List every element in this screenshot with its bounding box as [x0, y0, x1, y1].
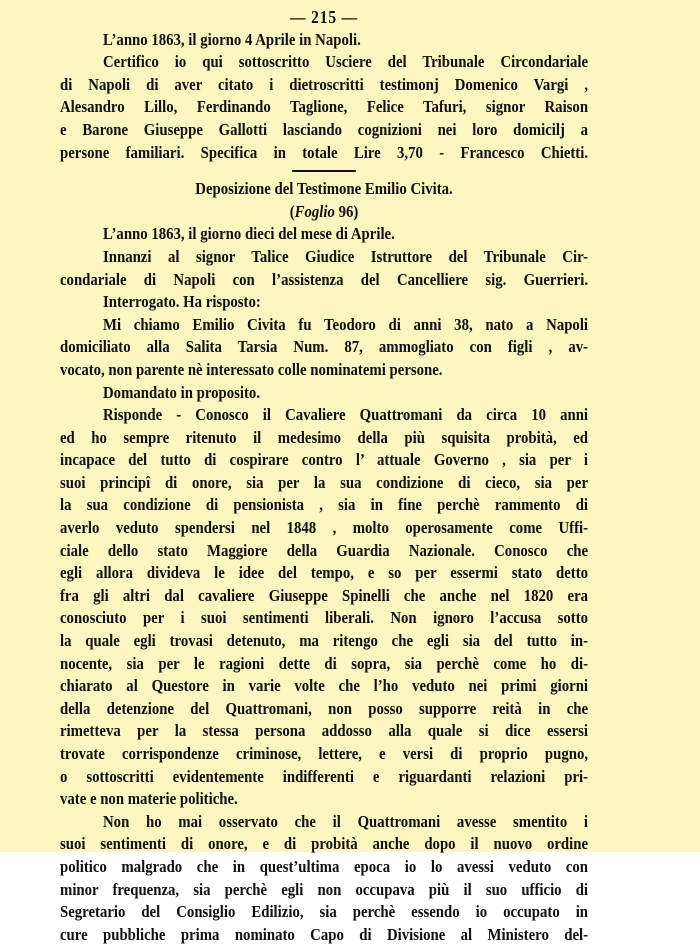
folio-reference: (Foglio 96) [289, 201, 359, 221]
deposition-line: Risponde - Conosco il Cavaliere Quattromani da circa 10 anni [103, 405, 589, 425]
deposition-body [60, 223, 588, 946]
deposition-line: minor frequenza, sia perchè egli non occupava più il suo ufficio di [60, 879, 589, 899]
page-text [60, 6, 588, 946]
deposition-line: nocente, sia per le ragioni dette di sopra, sia perchè come ho di- [60, 653, 589, 673]
certificate-block [60, 29, 588, 165]
deposition-line: Domandato in proposito. [103, 382, 261, 402]
deposition-line: o sottoscritti evidentemente indifferenti e riguardanti relazioni pri- [60, 766, 589, 786]
deposition-line: chiarato al Questore in varie volte che l’ho veduto nei primi giorni [60, 676, 589, 696]
deposition-line: Innanzi al signor Talice Giudice Istruttore del Tribunale Cir- [103, 246, 589, 266]
deposition-title: Deposizione del Testimone Emilio Civita. [195, 179, 453, 199]
certificate-line: e Barone Giuseppe Gallotti lasciando cognizioni nei loro domicilj a [60, 119, 589, 139]
certificate-line: Certifico io qui sottoscritto Usciere del Tribunale Circondariale [103, 52, 589, 72]
certificate-line: persone familiari. Specifica in totale Lire 3,70 - Francesco Chietti. [60, 142, 589, 162]
deposition-line: suoi principî di onore, sia per la sua condizione di cieco, sia per [60, 472, 589, 492]
deposition-line: averlo veduto spendersi nel 1848 , molto operosamente come Uffi- [60, 518, 589, 538]
deposition-line: Interrogato. Ha risposto: [103, 292, 261, 312]
deposition-line: della detenzione del Quattromani, non posso supporre reità in che [60, 698, 589, 718]
deposition-line: incapace del tutto di cospirare contro l’ attuale Governo , sia per i [60, 450, 589, 470]
deposition-line: trovate corrispondenze criminose, lettere, e versi di proprio pugno, [60, 744, 589, 763]
deposition-line: vate e non materie politiche. [60, 789, 238, 809]
deposition-line: Mi chiamo Emilio Civita fu Teodoro di anni 38, nato a Napoli [103, 314, 589, 334]
deposition-line: suoi sentimenti di onore, e di probità anche dopo il nuovo ordine [60, 834, 589, 854]
deposition-line: fra gli altri dal cavaliere Giuseppe Spinelli che anche nel 1820 era [60, 585, 589, 605]
page-number: — 215 — [290, 7, 358, 27]
deposition-line: cure pubbliche prima nominato Capo di Divisione al Ministero del- [60, 924, 589, 944]
deposition-line: conosciuto per i suoi sentimenti liberali. Non ignoro l’accusa sotto [60, 608, 589, 628]
deposition-line: Segretario del Consiglio Edilizio, sia perchè essendo io occupato in [60, 902, 589, 922]
deposition-line: vocato, non parente nè interessato colle nominatemi persone. [60, 359, 443, 379]
deposition-line: politico malgrado che in quest’ultima epoca io lo avessi veduto con [60, 856, 589, 876]
deposition-line: condariale di Napoli con l’assistenza del Cancelliere sig. Guerrieri. [60, 269, 589, 289]
deposition-line: la quale egli trovasi detenuto, ma ritengo che egli sia del tutto in- [60, 631, 589, 651]
certificate-line: L’anno 1863, il giorno 4 Aprile in Napoli. [103, 29, 361, 49]
deposition-line: egli allora divideva le idee del tempo, e so per essermi stato detto [60, 563, 589, 583]
deposition-line: rimetteva per la stessa persona addosso alla quale si dice essersi [60, 721, 589, 741]
deposition-line: L’anno 1863, il giorno dieci del mese di Aprile. [103, 224, 395, 244]
section-divider [292, 170, 356, 172]
deposition-line: Non ho mai osservato che il Quattromani avesse smentito i [103, 811, 589, 831]
deposition-line: ed ho sempre ritenuto il medesimo della più squisita probità, ed [60, 427, 589, 447]
certificate-line: di Napoli di aver citato i dietroscritti testimonj Domenico Vargi , [60, 74, 589, 94]
folio-number: 96 [338, 201, 354, 221]
deposition-line: domiciliato alla Salita Tarsia Num. 87, ammogliato con figli , av- [60, 337, 589, 357]
folio-word: Foglio [294, 201, 335, 221]
certificate-line: Alesandro Lillo, Ferdinando Taglione, Felice Tafuri, signor Raison [60, 97, 589, 117]
deposition-line: ciale dello stato Maggiore della Guardia Nazionale. Conosco che [60, 540, 589, 560]
deposition-line: la sua condizione di pensionista , sia in fine perchè rammento di [60, 495, 589, 515]
